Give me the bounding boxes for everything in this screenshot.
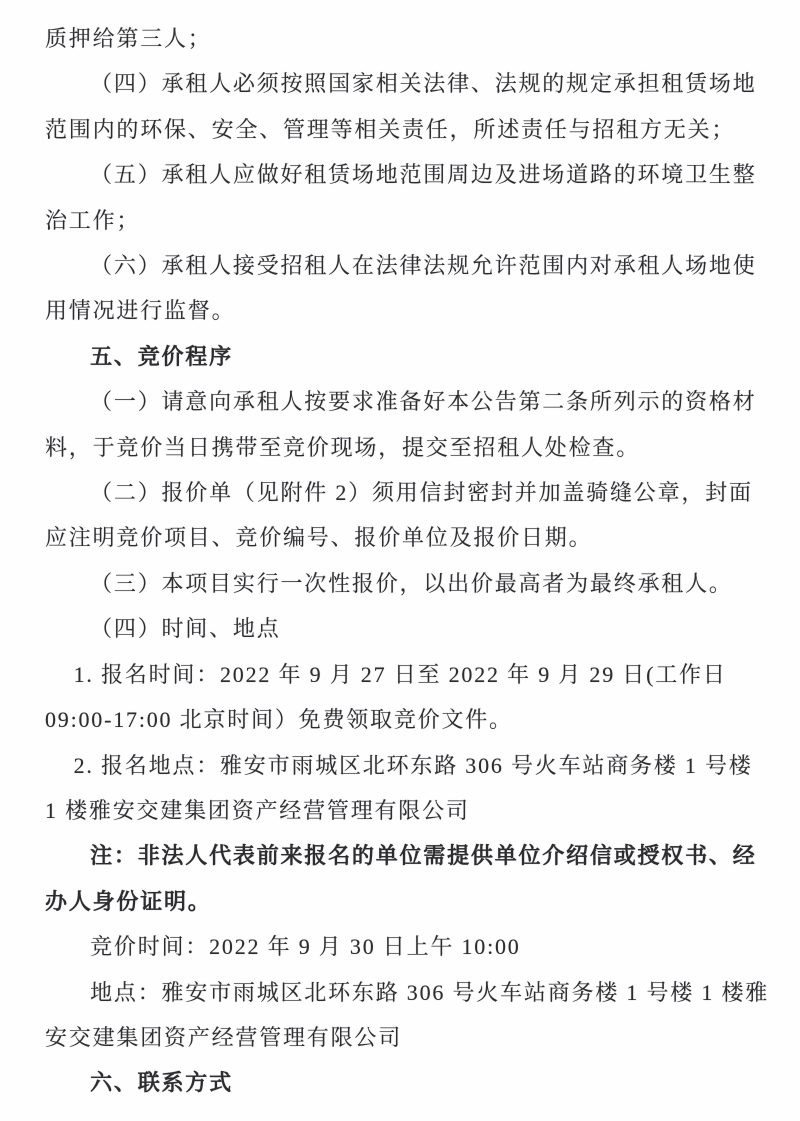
section-6-heading-contact-info: 六、联系方式 xyxy=(90,1070,233,1096)
item-2-quotation-seal-line-1: （二）报价单（见附件 2）须用信封密封并加盖骑缝公章，封面 xyxy=(90,480,753,506)
clause-6-supervision-line-1: （六）承租人接受招租人在法律法规允许范围内对承租人场地使 xyxy=(90,253,757,279)
clause-4-responsibility-line-1: （四）承租人必须按照国家相关法律、法规的规定承担租赁场地 xyxy=(90,71,757,97)
registration-place-line-2: 1 楼雅安交建集团资产经营管理有限公司 xyxy=(45,797,470,823)
item-4-time-place-heading: （四）时间、地点 xyxy=(90,616,281,642)
item-1-materials-line-1: （一）请意向承租人按要求准备好本公告第二条所列示的资格材 xyxy=(90,389,757,415)
clause-5-sanitation-line-1: （五）承租人应做好租赁场地范围周边及进场道路的环境卫生整 xyxy=(90,162,757,188)
item-2-quotation-seal-line-2: 应注明竞价项目、竞价编号、报价单位及报价日期。 xyxy=(45,525,593,551)
registration-time-line-2: 09:00-17:00 北京时间）免费领取竞价文件。 xyxy=(45,707,513,733)
registration-place-line-1: 2. 报名地点：雅安市雨城区北环东路 306 号火车站商务楼 1 号楼 xyxy=(73,752,753,778)
bidding-place-line-2: 安交建集团资产经营管理有限公司 xyxy=(45,1024,403,1050)
section-5-heading-bidding-procedure: 五、竞价程序 xyxy=(90,343,233,369)
note-authorization-line-1: 注：非法人代表前来报名的单位需提供单位介绍信或授权书、经 xyxy=(90,843,757,869)
registration-time-line-1: 1. 报名时间：2022 年 9 月 27 日至 2022 年 9 月 29 日(工作日 xyxy=(73,661,727,687)
item-3-one-time-bid-line: （三）本项目实行一次性报价，以出价最高者为最终承租人。 xyxy=(90,570,733,596)
item-1-materials-line-2: 料，于竞价当日携带至竞价现场，提交至招租人处检查。 xyxy=(45,434,641,460)
pledge-third-party-line: 质押给第三人； xyxy=(45,26,212,51)
note-authorization-line-2: 办人身份证明。 xyxy=(45,888,212,914)
bidding-time-line: 竞价时间：2022 年 9 月 30 日上午 10:00 xyxy=(90,934,521,960)
clause-6-supervision-line-2: 用情况进行监督。 xyxy=(45,298,236,324)
clause-5-sanitation-line-2: 治工作； xyxy=(45,207,141,233)
clause-4-responsibility-line-2: 范围内的环保、安全、管理等相关责任，所述责任与招租方无关； xyxy=(45,116,736,142)
bidding-place-line-1: 地点：雅安市雨城区北环东路 306 号火车站商务楼 1 号楼 1 楼雅 xyxy=(90,979,770,1005)
